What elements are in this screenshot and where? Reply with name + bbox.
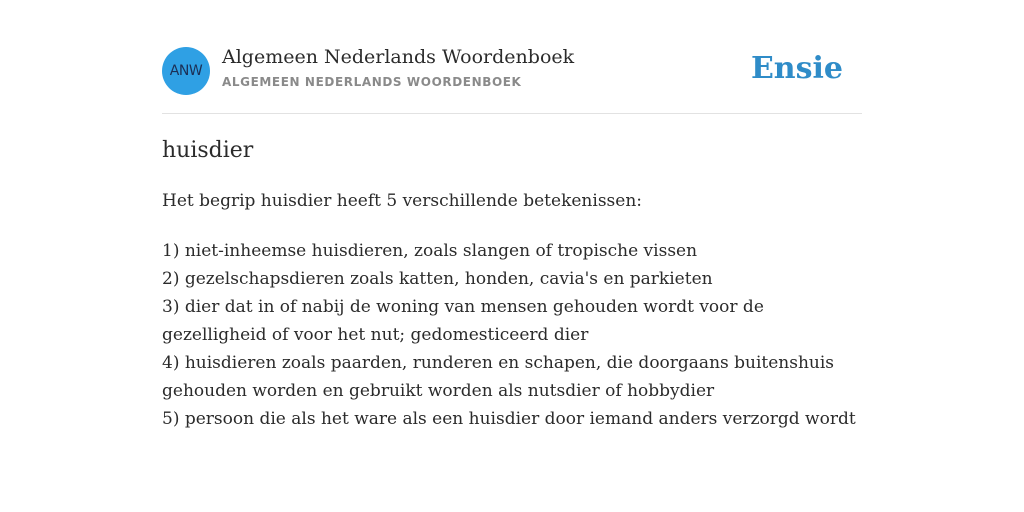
source-subtitle: ALGEMEEN NEDERLANDS WOORDENBOEK: [222, 75, 522, 89]
meaning-item: 1) niet-inheemse huisdieren, zoals slangen of tropische vissen: [162, 241, 698, 261]
entry-intro: Het begrip huisdier heeft 5 verschillende betekenissen:: [162, 191, 643, 211]
meaning-item: 2) gezelschapsdieren zoals katten, honden, cavia's en parkieten: [162, 269, 713, 289]
ensie-brand-link[interactable]: Ensie: [750, 51, 843, 86]
page: [162, 0, 862, 512]
header-divider: [162, 113, 862, 114]
meaning-item: 4) huisdieren zoals paarden, runderen en schapen, die doorgaans buitenshuis gehouden worden en gebruikt worden als nutsdier of hobbydier: [162, 353, 835, 401]
source-title[interactable]: Algemeen Nederlands Woordenboek: [222, 46, 575, 68]
logo-text: ANW: [169, 63, 203, 79]
entry-word: huisdier: [162, 138, 254, 163]
meaning-item: 3) dier dat in of nabij de woning van mensen gehouden wordt voor de gezelligheid of voor het nut; gedomesticeerd dier: [162, 297, 764, 345]
anw-logo[interactable]: [162, 47, 210, 95]
meaning-item: 5) persoon die als het ware als een huisdier door iemand anders verzorgd wordt: [162, 409, 856, 429]
meanings-list: [162, 237, 862, 433]
source-header: [162, 46, 862, 96]
